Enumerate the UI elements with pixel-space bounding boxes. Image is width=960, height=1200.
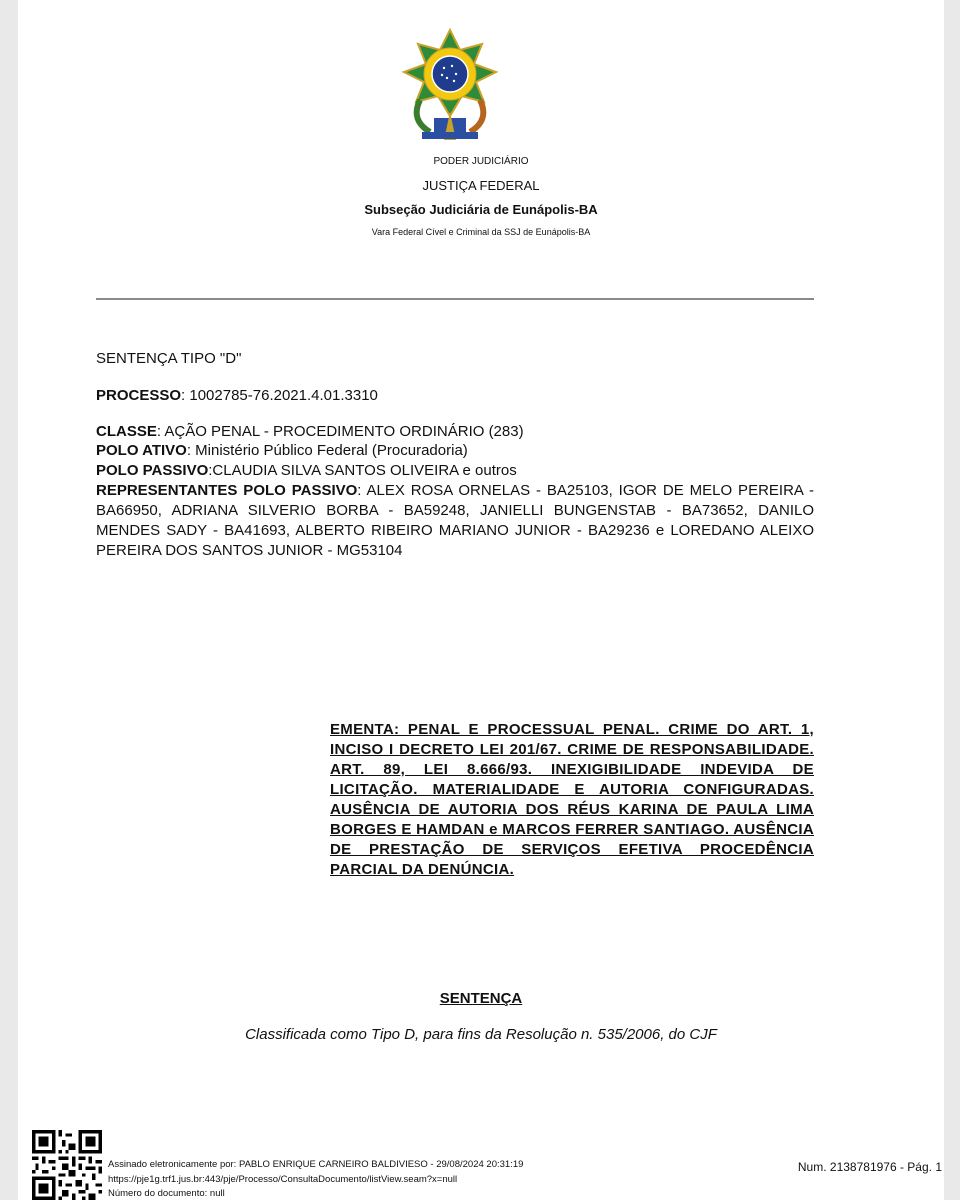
sentenca-title: SENTENÇA bbox=[439, 990, 523, 1007]
header-divider bbox=[96, 298, 814, 300]
polo-passivo-value: :CLAUDIA SILVA SANTOS OLIVEIRA e outros bbox=[208, 462, 517, 479]
polo-ativo-label: POLO ATIVO bbox=[96, 442, 187, 459]
header-vara: Vara Federal Cível e Criminal da SSJ de Eunápolis-BA bbox=[371, 227, 591, 237]
polo-passivo-line bbox=[96, 462, 517, 479]
footer-numero-documento: Número do documento: null bbox=[108, 1188, 225, 1199]
processo-label: PROCESSO bbox=[96, 387, 182, 404]
footer-url[interactable]: https://pje1g.trf1.jus.br:443/pje/Processo/ConsultaDocumento/listView.seam?x=null bbox=[108, 1174, 458, 1185]
sentenca-tipo: SENTENÇA TIPO "D" bbox=[96, 350, 242, 367]
header-subsecao: Subseção Judiciária de Eunápolis-BA bbox=[364, 202, 598, 217]
polo-ativo-line bbox=[96, 442, 468, 459]
representantes-label: REPRESENTANTES POLO PASSIVO bbox=[96, 482, 358, 499]
classe-value: : AÇÃO PENAL - PROCEDIMENTO ORDINÁRIO (283) bbox=[156, 423, 524, 440]
header-justica-federal: JUSTIÇA FEDERAL bbox=[422, 178, 540, 193]
polo-passivo-label: POLO PASSIVO bbox=[96, 462, 209, 479]
polo-ativo-value: : Ministério Público Federal (Procuradoria) bbox=[186, 442, 468, 459]
representantes-value: : ALEX ROSA ORNELAS - BA25103, IGOR DE MELO PEREIRA - BA66950, ADRIANA SILVERIO BORBA - BA59248, JANIELLI BUNGENSTAB - BA73652, DANILO MENDES SADY - BA41693, ALBERTO RIBEIRO MARIANO JUNIOR - BA29236 e LOREDANO ALEIXO PEREIRA DOS SANTOS JUNIOR - MG53104 bbox=[96, 482, 814, 559]
classificada-text: Classificada como Tipo D, para fins da Resolução n. 535/2006, do CJF bbox=[245, 1026, 717, 1043]
processo-line bbox=[96, 387, 378, 404]
qr-code bbox=[32, 1130, 102, 1200]
footer-assinado: Assinado eletronicamente por: PABLO ENRIQUE CARNEIRO BALDIVIESO - 29/08/2024 20:31:19 bbox=[108, 1159, 524, 1170]
representantes-block bbox=[96, 481, 814, 561]
ementa-block: EMENTA: PENAL E PROCESSUAL PENAL. CRIME DO ART. 1, INCISO I DECRETO LEI 201/67. CRIME DE RESPONSABILIDADE. ART. 89, LEI 8.666/93. INEXIGIBILIDADE INDEVIDA DE LICITAÇÃO. MATERIALIDADE E AUTORIA CONFIGURADAS. AUSÊNCIA DE AUTORIA DOS RÉUS KARINA DE PAULA LIMA BORGES E HAMDAN e MARCOS FERRER SANTIAGO. AUSÊNCIA DE PRESTAÇÃO DE SERVIÇOS EFETIVA PROCEDÊNCIA PARCIAL DA DENÚNCIA. bbox=[330, 721, 814, 878]
page-number: Num. 2138781976 - Pág. 1 bbox=[797, 1160, 942, 1174]
coat-of-arms-brasil bbox=[400, 28, 500, 148]
document-page bbox=[18, 0, 944, 1200]
classe-line bbox=[96, 423, 524, 440]
classe-label: CLASSE bbox=[96, 423, 157, 440]
processo-value: : 1002785-76.2021.4.01.3310 bbox=[181, 387, 378, 404]
header-poder-judiciario: PODER JUDICIÁRIO bbox=[433, 156, 529, 167]
